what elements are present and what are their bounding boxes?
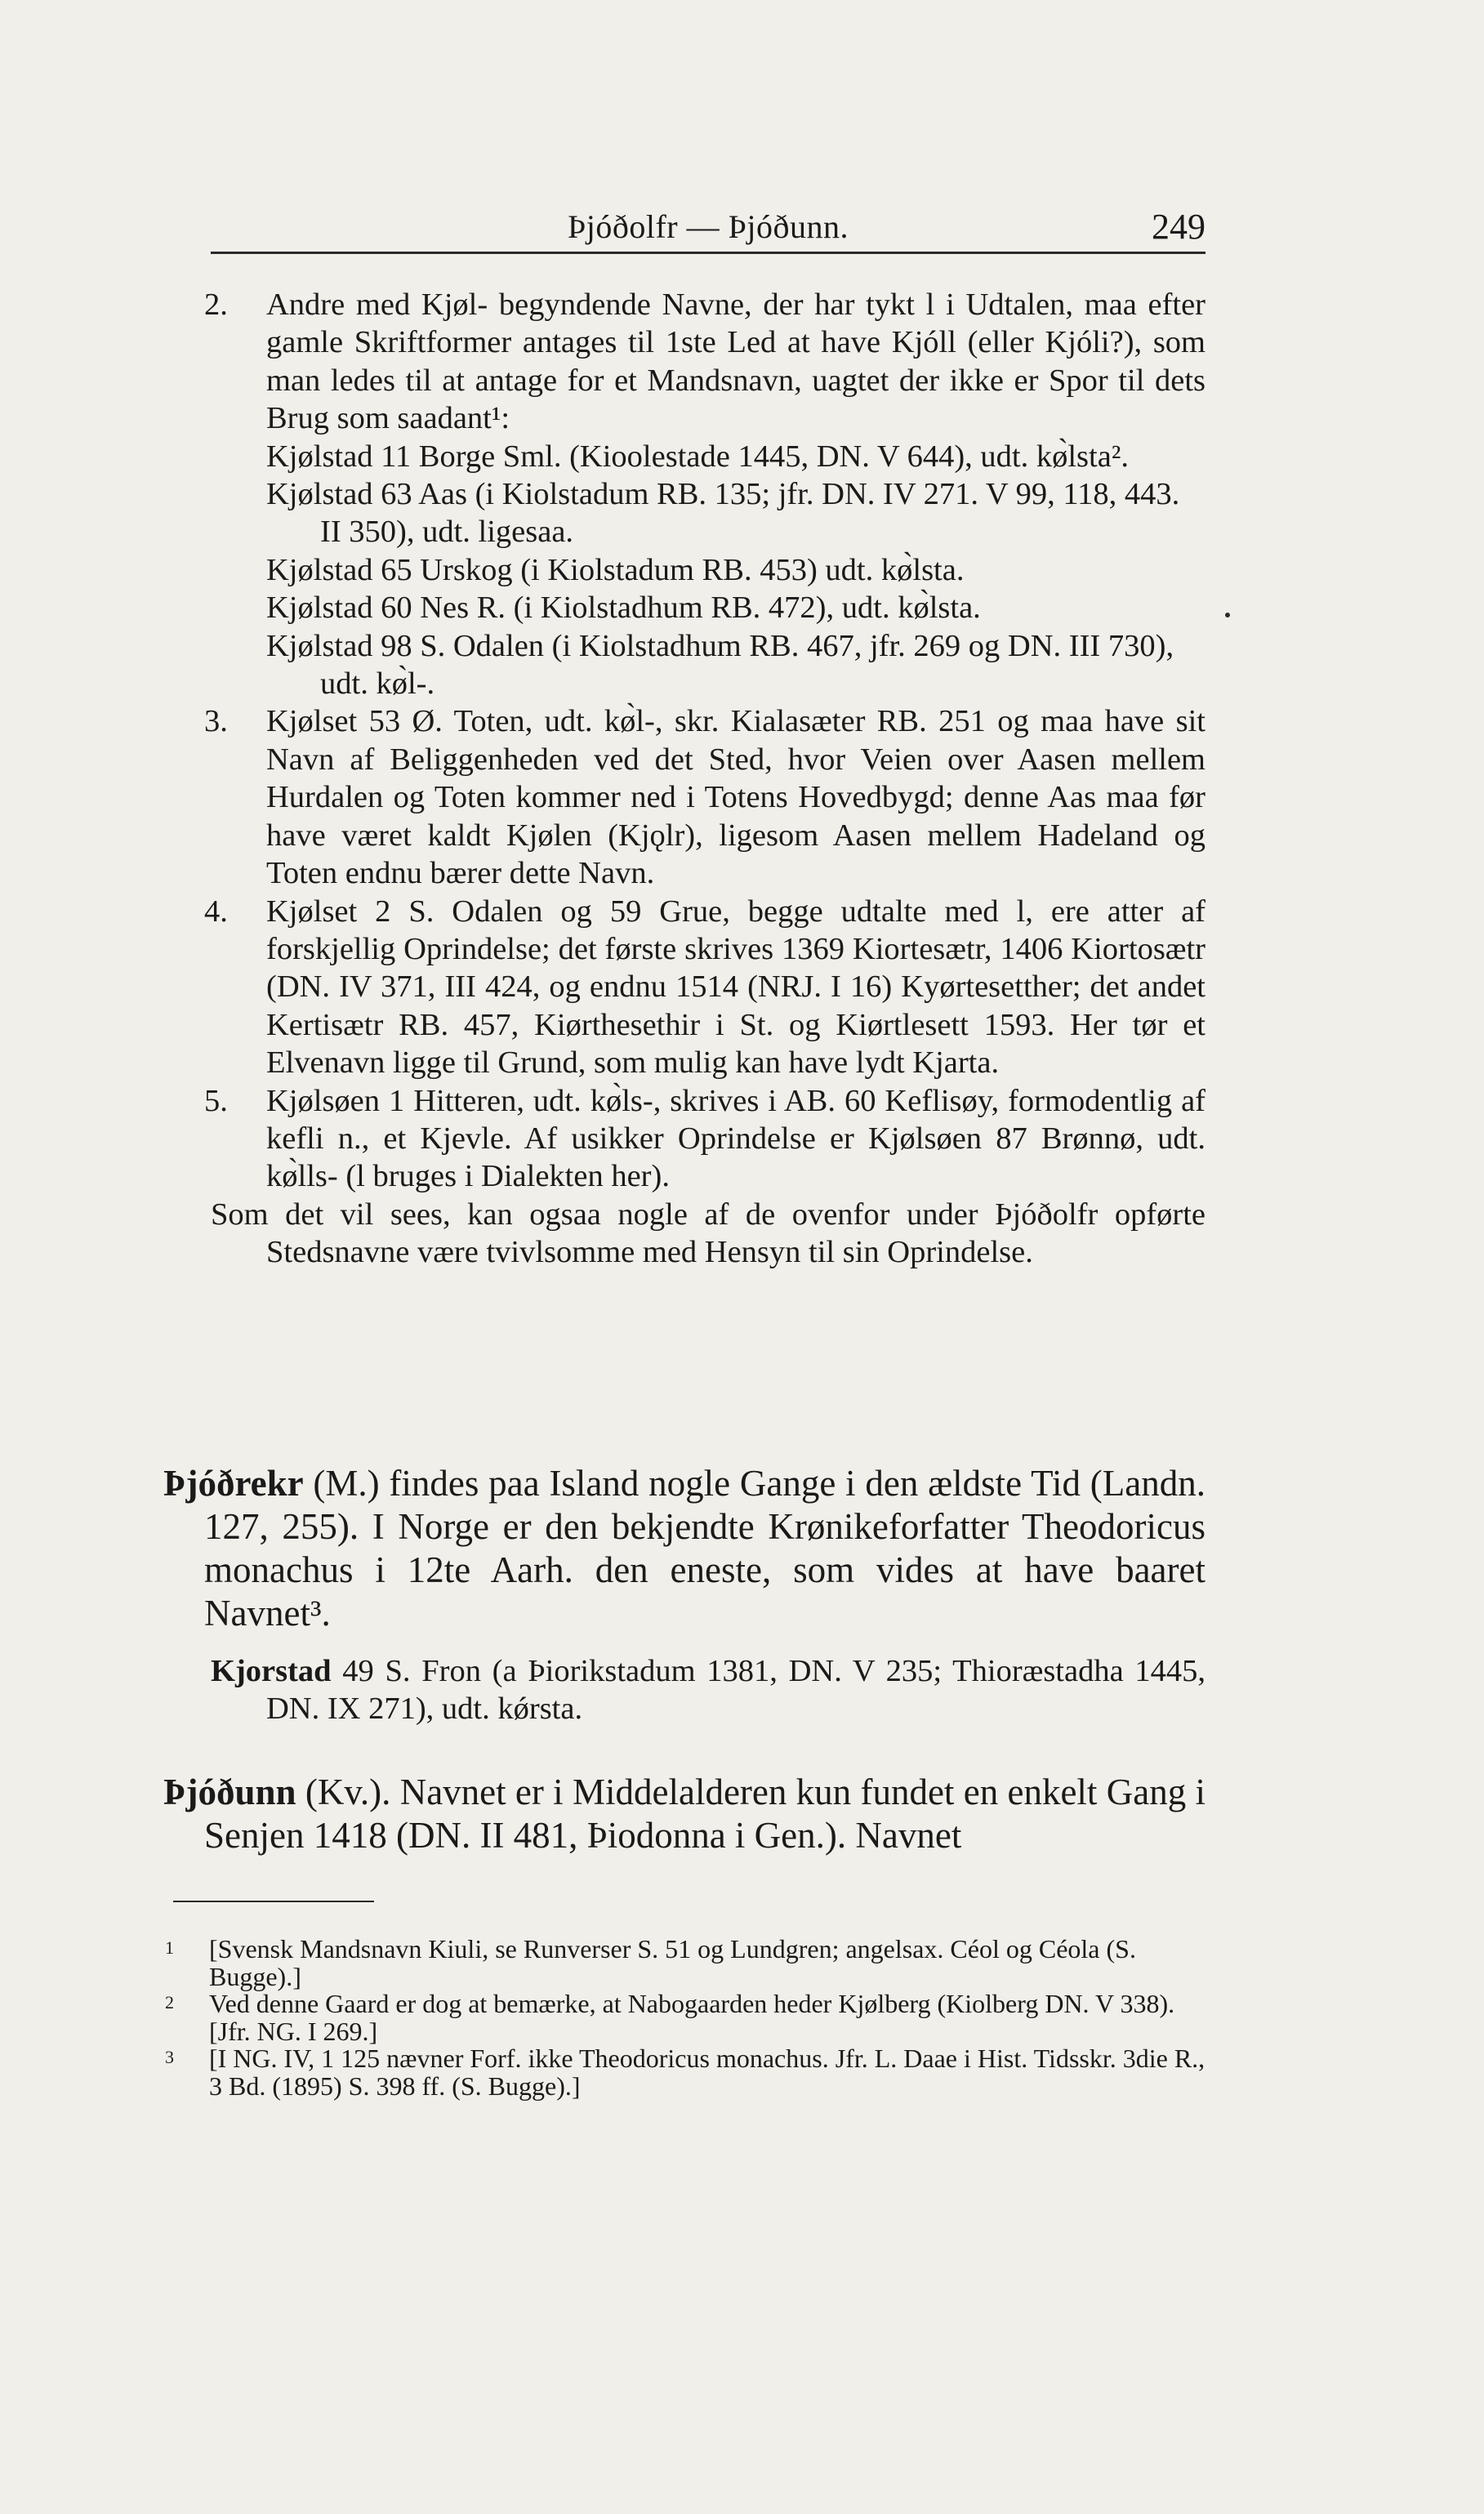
numbered-item [204,1082,1205,1196]
sub-entry: Kjølstad 63 Aas (i Kiolstadum RB. 135; jfr. DN. IV 271. V 99, 118, 443. II 350), udt. ligesaa. [266,477,1180,550]
footnote [163,1990,1205,2045]
footnote-mark: 2 [165,1992,174,2013]
closing-remark: Som det vil sees, kan ogsaa nogle af de ovenfor under Þjóðolfr opførte Stedsnavne være tvivlsomme med Hensyn til sin Oprindelse. [211,1197,1205,1270]
footnote-text: [Svensk Mandsnavn Kiuli, se Runverser S. 51 og Lundgren; angelsax. Céol og Céola (S. Bugge).] [209,1934,1136,1991]
running-title: Þjóðolfr — Þjóðunn. [568,208,849,245]
footnotes [163,1936,1205,2100]
item-number: 3. [204,704,228,739]
footnote-text: Ved denne Gaard er dog at bemærke, at Nabogaarden heder Kjølberg (Kiolberg DN. V 338). [Jfr. NG. I 269.] [209,1989,1175,2046]
item-text: Kjølsøen 1 Hitteren, udt. kø̀ls-, skrives i AB. 60 Keflisøy, formodentlig af kefli n., et Kjevle. Af usikker Oprindelse er Kjølsøen 87 Brønnø, udt. kø̀lls- (l bruges i Dialekten her). [266,1083,1205,1194]
item-text: Andre med Kjøl- begyndende Navne, der har tykt l i Udtalen, maa efter gamle Skriftformer antages til 1ste Led at have Kjóll (eller Kjóli?), som man ledes til at antage for et Mandsnavn, uagtet der ikke er Spor til dets Brug som saadant¹: [266,288,1205,436]
footnote-mark: 1 [165,1937,174,1958]
footnote-mark: 3 [165,2047,174,2067]
footnote-rule [173,1901,374,1902]
sub-entry: Kjølstad 98 S. Odalen (i Kiolstadhum RB. 467, jfr. 269 og DN. III 730), udt. kø̀l-. [266,628,1174,702]
entry-paragraph [163,1771,1205,1857]
sub-entry: Kjølstad 11 Borge Sml. (Kioolestade 1445, DN. V 644), udt. kø̀lsta². [266,439,1129,474]
entry-text: 49 S. Fron (a Þiorikstadum 1381, DN. V 235; Thioræstadha 1445, DN. IX 271), udt. kǿrsta. [266,1654,1205,1727]
entry-kjorstad [211,1652,1205,1728]
item-number: 2. [204,288,228,322]
footnote [163,1936,1205,1990]
sub-entry: Kjølstad 65 Urskog (i Kiolstadum RB. 453) udt. kø̀lsta. [266,552,965,587]
entry-headword: Kjorstad [211,1654,332,1688]
entry-headword: Þjóðrekr [163,1463,304,1504]
item-number: 5. [204,1083,228,1118]
footnote [163,2045,1205,2100]
entry-thjodunn [163,1771,1205,1857]
footnote-text: [I NG. IV, 1 125 nævner Forf. ikke Theodoricus monachus. Jfr. L. Daae i Hist. Tidsskr. 3die R., 3 Bd. (1895) S. 398 ff. (S. Bugge).] [209,2044,1205,2101]
item-text: Kjølset 2 S. Odalen og 59 Grue, begge udtalte med l, ere atter af forskjellig Oprindelse; det første skrives 1369 Kiortesætr, 1406 Kiortosætr (DN. IV 371, III 424, og endnu 1514 (NRJ. I 16) Kyørtesetther; det andet Kertisætr RB. 457, Kiørthesethir i St. og Kiørtlesett 1593. Her tør et Elvenavn ligge til Grund, som mulig kan have lydt Kjarta. [266,894,1205,1081]
numbered-item [204,286,1205,702]
entry-paragraph [211,1652,1205,1728]
kjolstad-section [204,286,1205,1272]
numbered-item [204,702,1205,892]
entry-paragraph [163,1462,1205,1635]
item-number: 4. [204,894,228,929]
numbered-item [204,893,1205,1082]
entry-text: (Kv.). Navnet er i Middelalderen kun fundet en enkelt Gang i Senjen 1418 (DN. II 481, Þiodonna i Gen.). Navnet [204,1772,1205,1856]
page-header [211,203,1205,254]
entry-text: (M.) findes paa Island nogle Gange i den ældste Tid (Landn. 127, 255). I Norge er den bekjendte Krønikeforfatter Theodoricus monachus i 12te Aarh. den eneste, som vides at have baaret Navnet³. [204,1463,1205,1634]
entry-headword: Þjóðunn [163,1772,296,1812]
print-speck [1225,613,1230,617]
entry-thjodrekr [163,1462,1205,1635]
sub-entry: Kjølstad 60 Nes R. (i Kiolstadhum RB. 472), udt. kø̀lsta. [266,591,981,626]
page-number: 249 [1152,207,1205,247]
item-text: Kjølset 53 Ø. Toten, udt. kø̀l-, skr. Kialasæter RB. 251 og maa have sit Navn af Beliggenheden ved det Sted, hvor Veien over Aasen mellem Hurdalen og Toten kommer ned i Totens Hovedbygd; denne Aas maa før have været kaldt Kjølen (Kjǫlr), ligesom Aasen mellem Hadeland og Toten endnu bærer dette Navn. [266,704,1205,891]
